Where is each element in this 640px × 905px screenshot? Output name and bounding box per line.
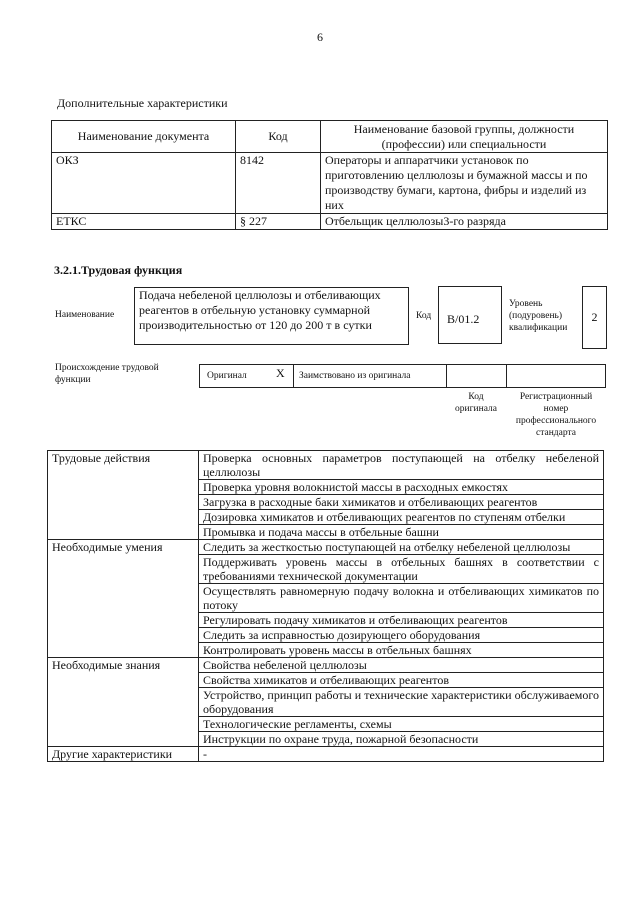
original-label: Оригинал xyxy=(207,371,247,381)
header-code: Код xyxy=(236,121,321,153)
group-label: Необходимые умения xyxy=(48,540,199,658)
list-item: Свойства химикатов и отбеливающих реагентов xyxy=(199,673,604,688)
list-item: Контролировать уровень массы в отбельных башнях xyxy=(199,643,604,658)
table-row xyxy=(52,153,608,214)
doc-cell: ЕТКС xyxy=(52,214,236,230)
divider xyxy=(506,364,507,388)
list-item: Проверка основных параметров поступающей на отбелку небеленой целлюлозы xyxy=(199,451,604,480)
code-cell: 8142 xyxy=(236,153,321,214)
reg-number-label: Регистрационный номер профессионального стандарта xyxy=(515,392,597,438)
table-row xyxy=(52,214,608,230)
function-details-table xyxy=(47,450,604,762)
section-title: 3.2.1.Трудовая функция xyxy=(54,263,183,277)
code-label: Код xyxy=(416,311,432,321)
borrowed-label: Заимствовано из оригинала xyxy=(299,371,411,381)
function-code-box: В/01.2 xyxy=(438,286,502,344)
function-name-box: Подача небеленой целлюлозы и отбеливающих реагентов в отбельную установку суммарной производительностью от 120 до 200 т в сутки xyxy=(134,287,409,345)
list-item: - xyxy=(199,747,604,762)
header-group: Наименование базовой группы, должности (профессии) или специальности xyxy=(321,121,608,153)
group-label: Трудовые действия xyxy=(48,451,199,540)
table-row xyxy=(48,540,604,555)
code-original-label: Код оригинала xyxy=(455,392,497,414)
list-item: Инструкции по охране труда, пожарной безопасности xyxy=(199,732,604,747)
list-item: Загрузка в расходные баки химикатов и отбеливающих реагентов xyxy=(199,495,604,510)
group-label: Необходимые знания xyxy=(48,658,199,747)
list-item: Технологические регламенты, схемы xyxy=(199,717,604,732)
group-label: Другие характеристики xyxy=(48,747,199,762)
additional-characteristics-table xyxy=(51,120,608,230)
group-cell: Операторы и аппаратчики установок по приготовлению целлюлозы и бумажной массы и по производству бумаги, картона, фибры и изделий из них xyxy=(321,153,608,214)
list-item: Устройство, принцип работы и технические характеристики обслуживаемого оборудования xyxy=(199,688,604,717)
table-row xyxy=(48,451,604,480)
list-item: Дозировка химикатов и отбеливающих реагентов по ступеням отбелки xyxy=(199,510,604,525)
original-mark: X xyxy=(276,366,285,380)
table-row xyxy=(48,658,604,673)
list-item: Следить за жесткостью поступающей на отбелку небеленой целлюлозы xyxy=(199,540,604,555)
page-number: 6 xyxy=(317,30,323,44)
additional-characteristics-title: Дополнительные характеристики xyxy=(57,96,228,110)
divider xyxy=(293,364,294,388)
level-box: 2 xyxy=(582,286,607,349)
divider xyxy=(446,364,447,388)
doc-cell: ОКЗ xyxy=(52,153,236,214)
group-cell: Отбельщик целлюлозы3-го разряда xyxy=(321,214,608,230)
table-row xyxy=(48,747,604,762)
list-item: Промывка и подача массы в отбельные башни xyxy=(199,525,604,540)
code-cell: § 227 xyxy=(236,214,321,230)
list-item: Следить за исправностью дозирующего оборудования xyxy=(199,628,604,643)
list-item: Осуществлять равномерную подачу волокна и отбеливающих химикатов по потоку xyxy=(199,584,604,613)
header-document: Наименование документа xyxy=(52,121,236,153)
name-label: Наименование xyxy=(55,310,115,320)
list-item: Поддерживать уровень массы в отбельных башнях в соответствии с требованиями технической документации xyxy=(199,555,604,584)
list-item: Регулировать подачу химикатов и отбеливающих реагентов xyxy=(199,613,604,628)
list-item: Свойства небеленой целлюлозы xyxy=(199,658,604,673)
list-item: Проверка уровня волокнистой массы в расходных емкостях xyxy=(199,480,604,495)
level-label: Уровень (подуровень) квалификации xyxy=(509,299,568,333)
origin-label: Происхождение трудовой функции xyxy=(55,363,159,385)
